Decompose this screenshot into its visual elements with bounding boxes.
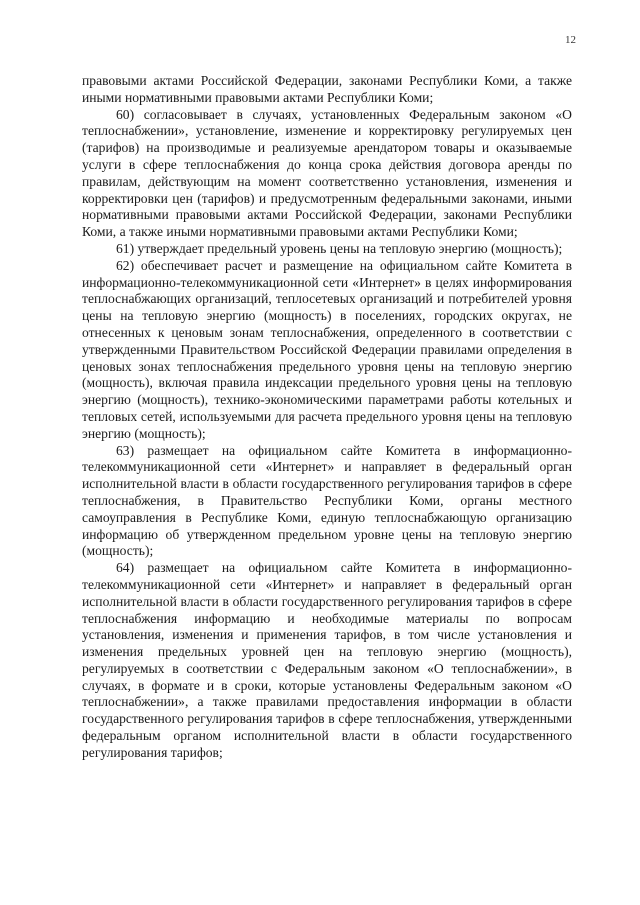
- paragraph-item-62: 62) обеспечивает расчет и размещение на официальном сайте Комитета в информационно-телекоммуникационной сети «Интернет» в целях информирования теплоснабжающих организаций, теплосетевых организаций и потребителей уровня цены на тепловую энергию (мощность) в поселениях, городских округах, не отнесенных к ценовым зонам теплоснабжения, определенного в соответствии с утвержденными Правительством Российской Федерации правилами определения в ценовых зонах теплоснабжения предельного уровня цены на тепловую энергию (мощность), включая правила индексации предельного уровня цены на тепловую энергию (мощность), технико-экономическими параметрами работы котельных и тепловых сетей, используемыми для расчета предельного уровня цены на тепловую энергию (мощность);: [82, 257, 572, 441]
- paragraph-continuation: правовыми актами Российской Федерации, законами Республики Коми, а также иными нормативными правовыми актами Республики Коми;: [82, 73, 572, 105]
- page-number: 12: [565, 34, 576, 46]
- document-body: [82, 73, 572, 762]
- paragraph-item-63: 63) размещает на официальном сайте Комитета в информационно-телекоммуникационной сети «Интернет» и направляет в федеральный орган исполнительной власти в области государственного регулирования тарифов в сфере теплоснабжения, в Правительство Республики Коми, органы местного самоуправления в Республике Коми, единую теплоснабжающую организацию информацию об утвержденном предельном уровне цены на тепловую энергию (мощность);: [82, 442, 572, 559]
- paragraph-item-60: 60) согласовывает в случаях, установленных Федеральным законом «О теплоснабжении», установление, изменение и корректировку регулируемых цен (тарифов) на производимые и реализуемые арендатором товары и оказываемые услуги в сфере теплоснабжения до конца срока действия договора аренды по правилам, действующим на момент соответственно установления, изменения и корректировки цен (тарифов) и предусмотренным федеральными законами, иными нормативными правовыми актами Российской Федерации, законами Республики Коми, а также иными нормативными правовыми актами Республики Коми;: [82, 106, 572, 240]
- paragraph-item-64: 64) размещает на официальном сайте Комитета в информационно-телекоммуникационной сети «Интернет» и направляет в федеральный орган исполнительной власти в области государственного регулирования тарифов в сфере теплоснабжения информацию и необходимые материалы по вопросам установления, изменения и применения тарифов, в том числе установления и изменения предельных уровней цен на тепловую энергию (мощность), регулируемых в соответствии с Федеральным законом «О теплоснабжении», в случаях, в формате и в сроки, которые установлены Федеральным законом «О теплоснабжении», а также правилами предоставления информации в области государственного регулирования тарифов в сфере теплоснабжения, утвержденными федеральным органом исполнительной власти в области государственного регулирования тарифов;: [82, 560, 572, 760]
- paragraph-item-61: 61) утверждает предельный уровень цены на тепловую энергию (мощность);: [116, 240, 563, 256]
